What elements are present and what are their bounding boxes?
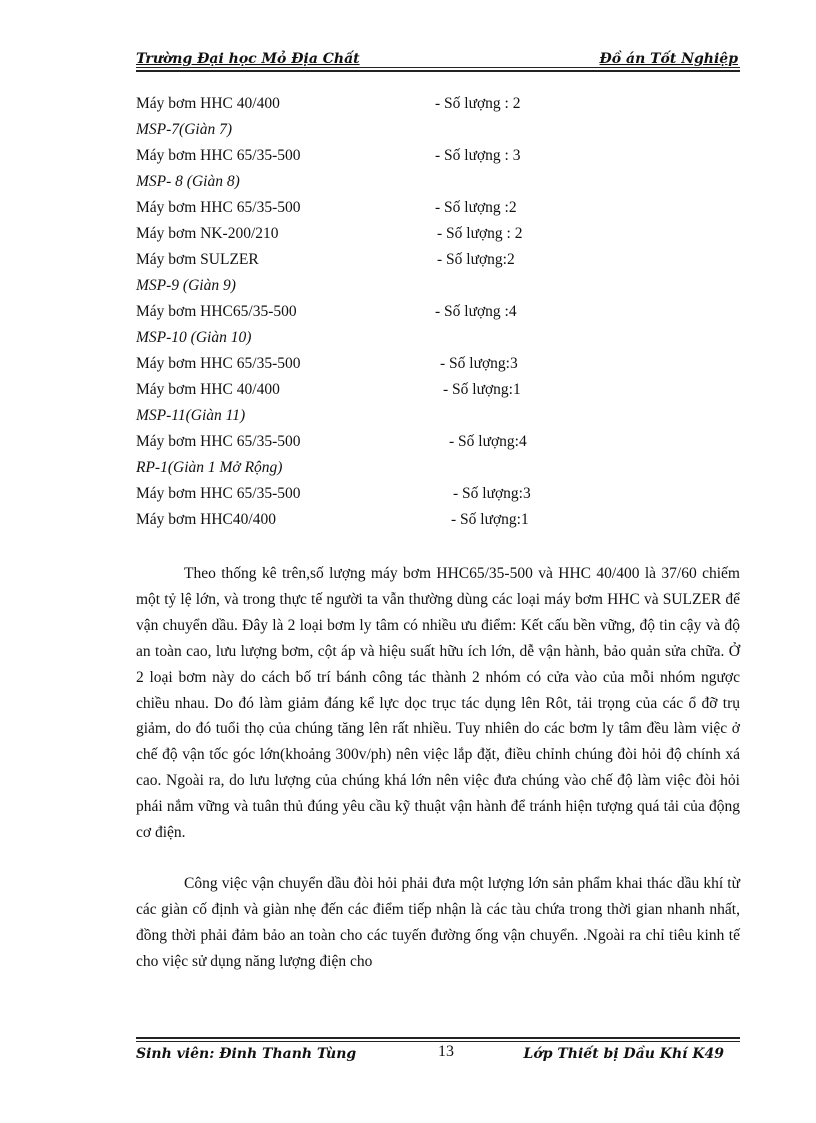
equipment-item-15-qty: - Số lượng:3: [453, 485, 531, 502]
equipment-item-5-name: Máy bơm NK-200/210: [136, 225, 279, 242]
header-rule: [136, 67, 740, 68]
equipment-item-10-qty: - Số lượng:3: [440, 355, 518, 372]
equipment-item-4-name: Máy bơm HHC 65/35-500: [136, 199, 301, 216]
equipment-item-11-qty: - Số lượng:1: [443, 381, 521, 398]
equipment-item-13-name: Máy bơm HHC 65/35-500: [136, 433, 301, 450]
equipment-item-8-name: Máy bơm HHC65/35-500: [136, 303, 297, 320]
platform-title-rp1: RP-1(Giàn 1 Mở Rộng): [136, 459, 283, 476]
footer-class-name: Lớp Thiết bị Dầu Khí K49: [523, 1046, 724, 1062]
equipment-item-4-qty: - Số lượng :2: [435, 199, 517, 216]
equipment-item-13-qty: - Số lượng:4: [449, 433, 527, 450]
body-paragraph-2: Công việc vận chuyển dầu đòi hỏi phải đưa một lượng lớn sản phẩm khai thác dầu khí từ các giàn cố định và giàn nhẹ đến các điểm tiếp nhận là các tàu chứa trong thời gian nhanh nhất, đồng thời phải đảm bảo an toàn cho các tuyến đường ống vận chuyển. .Ngoài ra chỉ tiêu kinh tế cho việc sử dụng năng lượng điện cho: [136, 875, 740, 970]
equipment-item-6-name: Máy bơm SULZER: [136, 251, 259, 268]
body-paragraph-1: Theo thống kê trên,số lượng máy bơm HHC65/35-500 và HHC 40/400 là 37/60 chiếm một tỷ lệ lớn, và trong thực tế người ta vẫn thường dùng các loại máy bơm HHC và SULZER để vận chuyển dầu. Đây là 2 loại bơm ly tâm có nhiều ưu điểm: Kết cấu bền vững, độ tin cậy và độ an toàn cao, lưu lượng bơm, cột áp và hiệu suất hữu ích lớn, dễ vận hành, bảo quản sửa chữa. Ở 2 loại bơm này do cách bố trí bánh công tác thành 2 nhóm có cửa vào của mỗi nhóm ngược chiều nhau. Do đó làm giảm đáng kể lực dọc trục tác dụng lên Rôt, tải trọng của các ổ đỡ trụ giảm, do đó tuổi thọ của chúng tăng lên rất nhiều. Tuy nhiên do các bơm ly tâm đều làm việc ở chế độ vận tốc góc lớn(khoảng 300v/ph) nên việc lắp đặt, điều chỉnh chúng đòi hỏi độ chính xá cao. Ngoài ra, do lưu lượng của chúng khá lớn nên việc đưa chúng vào chế độ làm việc đòi hỏi phái nắm vững và tuân thủ đúng yêu cầu kỹ thuật vận hành để tránh hiện tượng quá tải của động cơ điện.: [136, 565, 740, 842]
equipment-item-16-name: Máy bơm HHC40/400: [136, 511, 276, 528]
equipment-item-0-qty: - Số lượng : 2: [435, 95, 521, 112]
equipment-item-2-qty: - Số lượng : 3: [435, 147, 521, 164]
page-number: 13: [438, 1043, 454, 1060]
page-footer: [136, 1043, 740, 1067]
platform-title-msp10: MSP-10 (Giàn 10): [136, 329, 252, 346]
platform-title-msp8: MSP- 8 (Giàn 8): [136, 173, 240, 190]
header-thesis-title: Đồ án Tốt Nghiệp: [599, 51, 738, 67]
equipment-item-6-qty: - Số lượng:2: [437, 251, 515, 268]
equipment-item-8-qty: - Số lượng :4: [435, 303, 517, 320]
platform-title-msp11: MSP-11(Giàn 11): [136, 407, 246, 424]
platform-title-msp7: MSP-7(Giàn 7): [136, 121, 232, 138]
header-rule-thick: [136, 70, 740, 72]
equipment-item-2-name: Máy bơm HHC 65/35-500: [136, 147, 301, 164]
equipment-item-0-name: Máy bơm HHC 40/400: [136, 95, 280, 112]
footer-student-name: Sinh viên: Đinh Thanh Tùng: [136, 1046, 357, 1062]
equipment-item-5-qty: - Số lượng : 2: [437, 225, 523, 242]
footer-rule-thick: [136, 1037, 740, 1039]
equipment-item-16-qty: - Số lượng:1: [451, 511, 529, 528]
equipment-item-15-name: Máy bơm HHC 65/35-500: [136, 485, 301, 502]
header-university: Trường Đại học Mỏ Địa Chất: [136, 51, 360, 67]
equipment-item-10-name: Máy bơm HHC 65/35-500: [136, 355, 301, 372]
footer-rule: [136, 1041, 740, 1042]
platform-title-msp9: MSP-9 (Giàn 9): [136, 277, 236, 294]
equipment-item-11-name: Máy bơm HHC 40/400: [136, 381, 280, 398]
